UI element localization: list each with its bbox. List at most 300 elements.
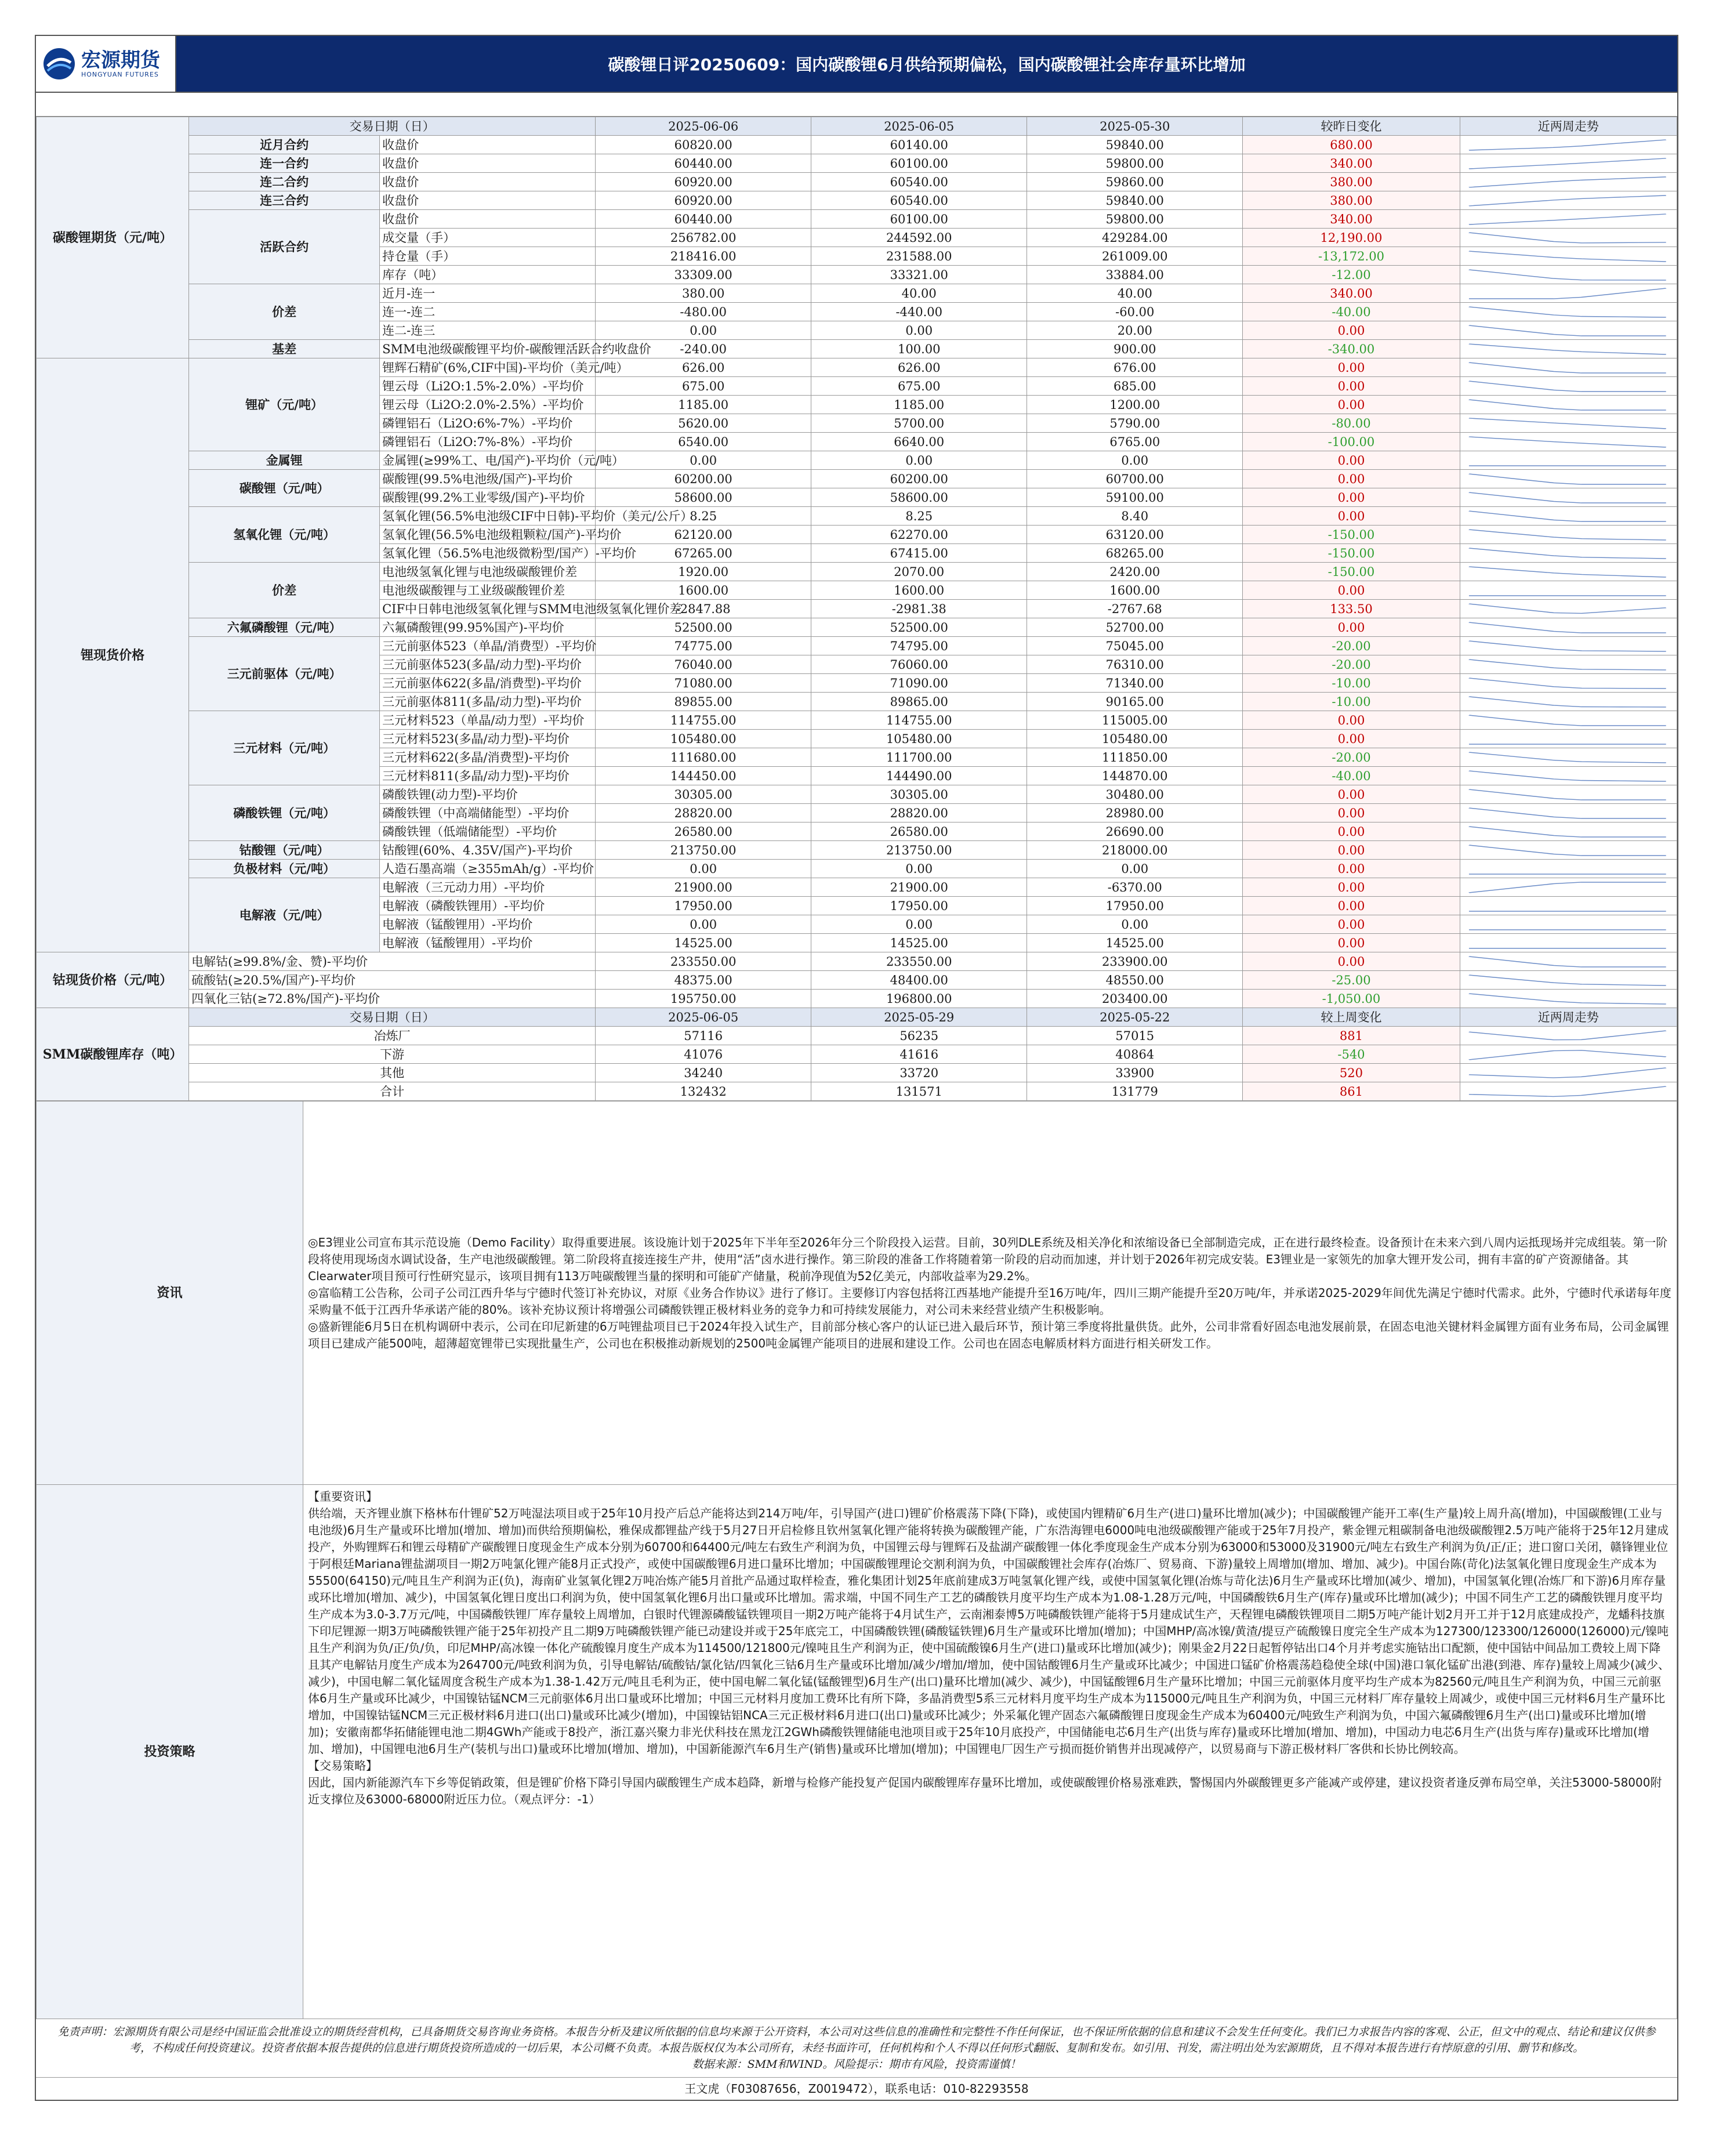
value-cell: 26580.00 bbox=[811, 822, 1027, 841]
trend-sparkline bbox=[1460, 990, 1677, 1008]
table-row bbox=[37, 563, 1677, 581]
value-cell: 26690.00 bbox=[1027, 822, 1243, 841]
group-label: 钴酸锂（元/吨） bbox=[189, 841, 380, 860]
sparkline-path bbox=[1469, 752, 1666, 763]
value-cell: -2767.68 bbox=[1027, 600, 1243, 618]
value-cell: 111850.00 bbox=[1027, 748, 1243, 767]
item-name: 三元材料523（单晶/动力型）-平均价 bbox=[380, 711, 596, 730]
trend-sparkline bbox=[1460, 303, 1677, 321]
trend-sparkline bbox=[1460, 136, 1677, 154]
value-cell: 56235 bbox=[811, 1027, 1027, 1045]
group-label: 基差 bbox=[189, 340, 380, 358]
value-cell: -480.00 bbox=[596, 303, 811, 321]
item-name: 氢氧化锂(56.5%电池级CIF中日韩)-平均价（美元/公斤） bbox=[380, 507, 596, 526]
group-label: 锂矿（元/吨） bbox=[189, 358, 380, 451]
value-cell: 57116 bbox=[596, 1027, 811, 1045]
value-cell: 14525.00 bbox=[1027, 934, 1243, 952]
value-cell: 71090.00 bbox=[811, 674, 1027, 693]
value-cell: 132432 bbox=[596, 1082, 811, 1101]
value-cell: 30305.00 bbox=[596, 785, 811, 804]
value-cell: 33720 bbox=[811, 1064, 1027, 1082]
contact-line: 王文虎（F03087656，Z0019472），联系电话：010-82293558 bbox=[36, 2077, 1677, 2100]
info-label: 资讯 bbox=[37, 1101, 303, 1485]
sparkline-path bbox=[1469, 567, 1666, 577]
value-cell: 75045.00 bbox=[1027, 637, 1243, 655]
trend-cell bbox=[1460, 767, 1677, 785]
value-cell: 1920.00 bbox=[596, 563, 811, 581]
sparkline-path bbox=[1469, 530, 1666, 540]
column-header: 2025-05-22 bbox=[1027, 1008, 1243, 1027]
trend-sparkline bbox=[1460, 266, 1677, 284]
item-name: 电池级氢氧化锂与电池级碳酸锂价差 bbox=[380, 563, 596, 581]
trend-sparkline bbox=[1460, 675, 1677, 692]
item-name: 电解液（三元动力用）-平均价 bbox=[380, 878, 596, 897]
change-cell: 0.00 bbox=[1243, 618, 1460, 637]
trend-sparkline bbox=[1460, 1083, 1677, 1100]
value-cell: 28820.00 bbox=[596, 804, 811, 822]
item-name: 电解液（锰酸锂用）-平均价 bbox=[380, 915, 596, 934]
trend-sparkline bbox=[1460, 749, 1677, 766]
trend-sparkline bbox=[1460, 712, 1677, 729]
sparkline-path bbox=[1469, 660, 1666, 670]
value-cell: 52500.00 bbox=[596, 618, 811, 637]
change-cell: -12.00 bbox=[1243, 266, 1460, 284]
value-cell: 233550.00 bbox=[811, 952, 1027, 971]
trend-sparkline bbox=[1460, 545, 1677, 562]
sparkline-path bbox=[1469, 789, 1666, 800]
sparkline-path bbox=[1469, 140, 1666, 150]
trend-cell bbox=[1460, 321, 1677, 340]
trend-cell bbox=[1460, 451, 1677, 470]
trend-sparkline bbox=[1460, 415, 1677, 432]
value-cell: 0.00 bbox=[1027, 915, 1243, 934]
table-row bbox=[37, 637, 1677, 655]
value-cell: 115005.00 bbox=[1027, 711, 1243, 730]
value-cell: 6640.00 bbox=[811, 433, 1027, 451]
disclaimer-block bbox=[36, 2019, 1677, 2077]
trend-sparkline bbox=[1460, 452, 1677, 469]
value-cell: 48550.00 bbox=[1027, 971, 1243, 990]
item-name: CIF中日韩电池级氢氧化锂与SMM电池级氢氧化锂价差 bbox=[380, 600, 596, 618]
strategy-news-body: 供给端，天齐锂业旗下格林布什锂矿52万吨湿法项目或于25年10月投产后总产能将达到214万吨/年，引导国产(进口)锂矿价格震荡下降(下降)，或使国内锂精矿6月生产(进口)量环比增加(减少)；中国碳酸锂产能开工率(生产量)较上周升高(增加)，中国碳酸锂(工业与电池级)6月生产量或环比增加(增加、增加)而供给预期偏松，雅保成都锂盐产线于5月27日开启检修且钦州氢氧化锂产能将转换为碳酸锂产能，广东浩海锂电6000吨电池级碳酸锂产能或于25年7月投产，紫金锂元粗碳制备电池级碳酸锂2.5万吨产能将于25年12月建成投产，外购锂辉石和锂云母精矿产碳酸锂日度现金生产成本分别为60700和64400元/吨左右致生产利润为负，中国锂云母与锂辉石及盐湖产碳酸锂一体化季度现金生产成本分别为63000和53000及31900元/吨左右致生产利润为负/正/正；进口窗口关闭，赣锋锂业位于阿根廷Mariana锂盐湖项目一期2万吨氯化锂产能8月正式投产，或使中国碳酸锂6月进口量环比增加；中国碳酸锂理论交割利润为负，中国碳酸锂社会库存(冶炼厂、贸易商、下游)量较上周增加(增加、增加、减少)。中国台陈(苛化)法氢氧化锂日度现金生产成本为55500(64150)元/吨且生产利润为正(负)，海南矿业氢氧化锂2万吨冶炼产能5月首批产品通过取样检查，雅化集团计划25年底前建成3万吨氢氧化锂产线，或使中国氢氧化锂(冶炼与苛化法)6月生产量或环比增加(减少、增加)，中国氢氧化锂(冶炼厂和下游)6月库存量或环比增加(增加、减少)，中国氢氧化锂日度出口利润为负，使中国氢氧化锂6月出口量或环比增加。需求端，中国不同生产工艺的磷酸铁月度平均生产成本为1.08-1.28万元/吨，中国磷酸铁6月生产(库存)量或环比增加(减少)；中国不同生产工艺的磷酸铁锂月度平均生产成本为3.0-3.7万元/吨，中国磷酸铁锂厂库存量较上周增加，白银时代锂源磷酸锰铁锂项目一期2万吨产能将于4月试生产，云南湘泰博5万吨磷酸铁锂产能将于5月建成试生产，天程锂电磷酸铁锂项目二期5万吨产能计划2月开工并于12月底建成投产，龙蟠科技旗下印尼锂源一期3万吨磷酸铁锂产能于25年初投产且二期9万吨磷酸铁锂产能已动建设并或于25年底完工，中国磷酸铁锂(磷酸锰铁锂)6月生产量或环比增加(增加)；中国MHP/高冰镍/黄渣/提豆产硫酸镍日度完全生产成本为127300/123300/126000(126000)元/镍吨且生产利润为负/正/负/负，印尼MHP/高冰镍一体化产硫酸镍月度生产成本为114500/121800元/镍吨且生产利润为正，使中国硫酸镍6月生产(进口)量或环比增加(减少)；刚果金2月22日起暂停钴出口4个月并考虑实施钴出口配额，使中国钴中间品加工费较上周下降且其产电解钴月度生产成本为264700元/吨致利润为负，引导电解钴/硫酸钴/氯化钴/四氧化三钴6月生产量或环比增加/减少/增加/增加，使中国钴酸锂6月生产量或环比减少；中国进口锰矿价格震荡趋稳使全球(中国)港口氧化锰矿出港(到港、库存)量较上周减少(减少、减少)，中国电解二氧化锰周度含税生产成本为1.38-1.42万元/吨且毛利为正，使中国电解二氧化锰(锰酸锂型)6月生产(出口)量环比增加(减少、减少)，中国锰酸锂6月生产量环比增加；中国三元前驱体月度平均生产成本为82560元/吨且生产利润为负，中国三元前驱体6月生产量或环比减少，中国镍钴锰NCM三元前驱体6月出口量或环比增加；中国三元材料月度加工费环比有所下降，多晶消费型5系三元材料月度平均生产成本为115000元/吨且生产利润为负，中国三元材料厂库存量较上周减少，或使中国三元材料6月生产量环比增加，中国镍钴锰NCM三元正极材料6月进口(出口)量或环比减少(增加)，中国镍钴铝NCA三元正极材料6月进口(出口)量或环比减少；外采氟化锂产固态六氟磷酸锂日度现金生产成本为60400元/吨致生产利润为负，中国六氟磷酸锂6月生产(出口)量或环比增加(增加)；安徽南都华拓储能锂电池二期4GWh产能或于8投产，浙江嘉兴聚力非光伏科技在黑龙江2GWh磷酸铁锂储能电池项目或于25年10月底投产，中国储能电芯6月生产(出货与库存)量或环比增加(增加、增加)，中国动力电芯6月生产(出货与库存)量或环比增加(增加、增加)，中国锂电池6月生产(装机与出口)量或环比增加(增加、增加)，中国新能源汽车6月生产(销售)量或环比增加(增加)；中国锂电厂因生产亏损而挺价销售并出现减停产，以贸易商与下游正极材料厂客供和长协比例较高。 bbox=[308, 1506, 1670, 1756]
value-cell: 231588.00 bbox=[811, 247, 1027, 266]
value-cell: 244592.00 bbox=[811, 229, 1027, 247]
group-label: 磷酸铁锂（元/吨） bbox=[189, 785, 380, 841]
value-cell: 60540.00 bbox=[811, 173, 1027, 191]
category-label: 钴现货价格（元/吨） bbox=[37, 952, 189, 1008]
value-cell: 105480.00 bbox=[811, 730, 1027, 748]
value-cell: 1600.00 bbox=[596, 581, 811, 600]
value-cell: 67415.00 bbox=[811, 544, 1027, 563]
trend-sparkline bbox=[1460, 229, 1677, 247]
company-logo bbox=[36, 36, 176, 92]
value-cell: 62270.00 bbox=[811, 526, 1027, 544]
table-row bbox=[37, 1045, 1677, 1064]
value-cell: 60920.00 bbox=[596, 173, 811, 191]
trend-cell bbox=[1460, 1082, 1677, 1101]
value-cell: 60100.00 bbox=[811, 210, 1027, 229]
value-cell: 0.00 bbox=[811, 915, 1027, 934]
group-label: 氢氧化锂（元/吨） bbox=[189, 507, 380, 563]
value-cell: 14525.00 bbox=[811, 934, 1027, 952]
value-cell: 59860.00 bbox=[1027, 173, 1243, 191]
change-cell: 0.00 bbox=[1243, 321, 1460, 340]
value-cell: 131779 bbox=[1027, 1082, 1243, 1101]
item-name: 收盘价 bbox=[380, 173, 596, 191]
trend-cell bbox=[1460, 340, 1677, 358]
group-label: 三元前驱体（元/吨） bbox=[189, 637, 380, 711]
value-cell: 111680.00 bbox=[596, 748, 811, 767]
value-cell: 40.00 bbox=[1027, 284, 1243, 303]
value-cell: 675.00 bbox=[596, 377, 811, 396]
trend-sparkline bbox=[1460, 526, 1677, 543]
change-cell: 881 bbox=[1243, 1027, 1460, 1045]
value-cell: 203400.00 bbox=[1027, 990, 1243, 1008]
value-cell: -2847.88 bbox=[596, 600, 811, 618]
trend-cell bbox=[1460, 971, 1677, 990]
item-name: SMM电池级碳酸锂平均价-碳酸锂活跃合约收盘价 bbox=[380, 340, 596, 358]
trend-cell bbox=[1460, 303, 1677, 321]
strategy-heading-news: 【重要资讯】 bbox=[308, 1490, 378, 1503]
value-cell: 218000.00 bbox=[1027, 841, 1243, 860]
change-cell: 0.00 bbox=[1243, 878, 1460, 897]
change-cell: 133.50 bbox=[1243, 600, 1460, 618]
value-cell: 33309.00 bbox=[596, 266, 811, 284]
info-paragraph: ◎E3锂业公司宣布其示范设施（Demo Facility）取得重要进展。该设施计划于2025年下半年至2026年分三个阶段投入运营。目前，30列DLE系统及相关净化和浓缩设备已全部制造完成，正在进行最终检查。设备预计在未来六到八周内运抵现场并完成组装。第一阶段将使用现场卤水调试设备，生产电池级碳酸锂。第二阶段将直接连接生产井，使用“活”卤水进行操作。第三阶段的准备工作将随着第一阶段的启动而加速，并计划于2026年初完成安装。E3锂业是一家领先的加拿大锂开发公司，拥有丰富的矿产资源储备。其Clearwater项目预可行性研究显示，该项目拥有113万吨碳酸锂当量的探明和可能矿产储量，税前净现值为52亿美元，内部收益率为29.2%。 bbox=[308, 1235, 1668, 1283]
trend-sparkline bbox=[1460, 823, 1677, 840]
item-name: 三元材料622(多晶/消费型)-平均价 bbox=[380, 748, 596, 767]
item-name: 金属锂(≥99%工、电/国产)-平均价（元/吨） bbox=[380, 451, 596, 470]
table-row bbox=[37, 191, 1677, 210]
trend-sparkline bbox=[1460, 508, 1677, 525]
change-cell: -10.00 bbox=[1243, 693, 1460, 711]
trend-cell bbox=[1460, 934, 1677, 952]
item-name: 连二-连三 bbox=[380, 321, 596, 340]
sparkline-path bbox=[1469, 158, 1666, 169]
item-name: 收盘价 bbox=[380, 136, 596, 154]
table-row bbox=[37, 451, 1677, 470]
value-cell: 1200.00 bbox=[1027, 396, 1243, 414]
item-name: 磷酸铁锂（低端储能型）-平均价 bbox=[380, 822, 596, 841]
value-cell: 0.00 bbox=[596, 860, 811, 878]
change-cell: 0.00 bbox=[1243, 841, 1460, 860]
sparkline-path bbox=[1469, 956, 1666, 967]
trend-cell bbox=[1460, 878, 1677, 897]
sparkline-path bbox=[1469, 511, 1666, 521]
change-cell: -20.00 bbox=[1243, 748, 1460, 767]
trend-cell bbox=[1460, 488, 1677, 507]
value-cell: 71080.00 bbox=[596, 674, 811, 693]
item-name: 磷锂铝石（Li2O:6%-7%）-平均价 bbox=[380, 414, 596, 433]
value-cell: 900.00 bbox=[1027, 340, 1243, 358]
value-cell: -440.00 bbox=[811, 303, 1027, 321]
value-cell: 1185.00 bbox=[596, 396, 811, 414]
value-cell: 675.00 bbox=[811, 377, 1027, 396]
trend-sparkline bbox=[1460, 433, 1677, 451]
trend-sparkline bbox=[1460, 730, 1677, 748]
item-name: 库存（吨） bbox=[380, 266, 596, 284]
value-cell: 28820.00 bbox=[811, 804, 1027, 822]
item-name: 三元前驱体523（单晶/消费型）-平均价 bbox=[380, 637, 596, 655]
trend-sparkline bbox=[1460, 582, 1677, 599]
item-name: 冶炼厂 bbox=[189, 1027, 596, 1045]
change-cell: 0.00 bbox=[1243, 804, 1460, 822]
disclaimer-text: 免责声明：宏源期货有限公司是经中国证监会批准设立的期货经营机构，已具备期货交易咨询业务资格。本报告分析及建议所依据的信息均来源于公开资料，本公司对这些信息的准确性和完整性不作任何保证，也不保证所依据的信息和建议不会发生任何变化。我们已力求报告内容的客观、公正，但文中的观点、结论和建议仅供参考，不构成任何投资建议。投资者依据本报告提供的信息进行期货投资所造成的一切后果，本公司概不负责。本报告版权仅为本公司所有，未经书面许可，任何机构和个人不得以任何形式翻版、复制和发布。如引用、刊发，需注明出处为宏源期货，且不得对本报告进行有悖原意的引用、删节和修改。 bbox=[57, 2025, 1656, 2054]
sparkline-path bbox=[1469, 771, 1666, 781]
value-cell: 144450.00 bbox=[596, 767, 811, 785]
sparkline-path bbox=[1469, 214, 1666, 224]
value-cell: 213750.00 bbox=[811, 841, 1027, 860]
value-cell: 34240 bbox=[596, 1064, 811, 1082]
item-name: 持仓量（手） bbox=[380, 247, 596, 266]
trend-cell bbox=[1460, 748, 1677, 767]
item-name: 收盘价 bbox=[380, 210, 596, 229]
value-cell: 380.00 bbox=[596, 284, 811, 303]
group-label: 价差 bbox=[189, 563, 380, 618]
trend-cell bbox=[1460, 637, 1677, 655]
change-cell: 0.00 bbox=[1243, 952, 1460, 971]
trend-cell bbox=[1460, 526, 1677, 544]
column-header: 2025-06-06 bbox=[596, 117, 811, 136]
trend-sparkline bbox=[1460, 340, 1677, 358]
item-name: 三元前驱体622(多晶/消费型)-平均价 bbox=[380, 674, 596, 693]
info-section bbox=[36, 1101, 1677, 2019]
value-cell: 196800.00 bbox=[811, 990, 1027, 1008]
value-cell: 60440.00 bbox=[596, 154, 811, 173]
trend-sparkline bbox=[1460, 155, 1677, 172]
trend-sparkline bbox=[1460, 860, 1677, 878]
value-cell: 114755.00 bbox=[596, 711, 811, 730]
trend-cell bbox=[1460, 990, 1677, 1008]
trend-sparkline bbox=[1460, 322, 1677, 339]
value-cell: 76060.00 bbox=[811, 655, 1027, 674]
trend-sparkline bbox=[1460, 563, 1677, 581]
trend-sparkline bbox=[1460, 192, 1677, 209]
change-cell: 12,190.00 bbox=[1243, 229, 1460, 247]
group-label: 连三合约 bbox=[189, 191, 380, 210]
value-cell: 60200.00 bbox=[596, 470, 811, 488]
table-row bbox=[37, 785, 1677, 804]
trend-cell bbox=[1460, 785, 1677, 804]
value-cell: 21900.00 bbox=[596, 878, 811, 897]
strategy-content bbox=[303, 1485, 1677, 2019]
item-name: 收盘价 bbox=[380, 191, 596, 210]
value-cell: 195750.00 bbox=[596, 990, 811, 1008]
table-row bbox=[37, 284, 1677, 303]
change-cell: 0.00 bbox=[1243, 451, 1460, 470]
sparkline-path bbox=[1469, 641, 1666, 651]
sparkline-path bbox=[1469, 548, 1666, 559]
change-cell: -1,050.00 bbox=[1243, 990, 1460, 1008]
change-cell: -25.00 bbox=[1243, 971, 1460, 990]
column-header: 2025-05-29 bbox=[811, 1008, 1027, 1027]
item-name: 磷酸铁锂（中高端储能型）-平均价 bbox=[380, 804, 596, 822]
value-cell: 67265.00 bbox=[596, 544, 811, 563]
trend-sparkline bbox=[1460, 879, 1677, 896]
trend-cell bbox=[1460, 544, 1677, 563]
logo-en-text: HONGYUAN FUTURES bbox=[81, 70, 159, 78]
value-cell: 5620.00 bbox=[596, 414, 811, 433]
sparkline-path bbox=[1469, 177, 1666, 187]
trend-sparkline bbox=[1460, 693, 1677, 711]
trend-sparkline bbox=[1460, 211, 1677, 228]
trend-cell bbox=[1460, 563, 1677, 581]
trend-sparkline bbox=[1460, 972, 1677, 989]
change-cell: 0.00 bbox=[1243, 470, 1460, 488]
info-paragraph: ◎盛新锂能6月5日在机构调研中表示，公司在印尼新建的6万吨锂盐项目已于2024年投入试生产，目前部分核心客户的认证已进入最后环节，预计第三季度将批量供货。此外，公司非常看好固态电池发展前景，在固态电池关键材料金属锂方面有业务布局，公司金属锂项目已建成产能500吨，超薄超宽锂带已实现批量生产，公司也在积极推动新规划的2500吨金属锂产能项目的进展和建设工作。公司也在固态电解质材料方面进行相关研发工作。 bbox=[308, 1319, 1669, 1350]
item-name: 锂云母（Li2O:1.5%-2.0%）-平均价 bbox=[380, 377, 596, 396]
change-cell: 0.00 bbox=[1243, 730, 1460, 748]
table-row bbox=[37, 860, 1677, 878]
value-cell: 1600.00 bbox=[1027, 581, 1243, 600]
value-cell: -2981.38 bbox=[811, 600, 1027, 618]
item-name: 电解钴(≥99.8%/金、赞)-平均价 bbox=[189, 952, 596, 971]
category-label: SMM碳酸锂库存（吨） bbox=[37, 1008, 189, 1101]
value-cell: 63120.00 bbox=[1027, 526, 1243, 544]
item-name: 其他 bbox=[189, 1064, 596, 1082]
value-cell: 60440.00 bbox=[596, 210, 811, 229]
value-cell: -240.00 bbox=[596, 340, 811, 358]
value-cell: 60540.00 bbox=[811, 191, 1027, 210]
value-cell: 8.40 bbox=[1027, 507, 1243, 526]
sparkline-path bbox=[1469, 381, 1666, 392]
change-cell: 0.00 bbox=[1243, 396, 1460, 414]
value-cell: 1600.00 bbox=[811, 581, 1027, 600]
trend-cell bbox=[1460, 229, 1677, 247]
trend-cell bbox=[1460, 173, 1677, 191]
trend-sparkline bbox=[1460, 619, 1677, 636]
group-label: 近月合约 bbox=[189, 136, 380, 154]
header-row bbox=[37, 1008, 1677, 1027]
trend-cell bbox=[1460, 210, 1677, 229]
trend-cell bbox=[1460, 952, 1677, 971]
trend-cell bbox=[1460, 618, 1677, 637]
value-cell: 33900 bbox=[1027, 1064, 1243, 1082]
trend-cell bbox=[1460, 674, 1677, 693]
trend-cell bbox=[1460, 860, 1677, 878]
trend-sparkline bbox=[1460, 767, 1677, 785]
value-cell: 261009.00 bbox=[1027, 247, 1243, 266]
trend-sparkline bbox=[1460, 173, 1677, 191]
group-label: 六氟磷酸锂（元/吨） bbox=[189, 618, 380, 637]
value-cell: 48375.00 bbox=[596, 971, 811, 990]
value-cell: 60920.00 bbox=[596, 191, 811, 210]
value-cell: 52500.00 bbox=[811, 618, 1027, 637]
change-cell: 680.00 bbox=[1243, 136, 1460, 154]
change-cell: -40.00 bbox=[1243, 303, 1460, 321]
value-cell: 33884.00 bbox=[1027, 266, 1243, 284]
trend-cell bbox=[1460, 1064, 1677, 1082]
trend-sparkline bbox=[1460, 805, 1677, 822]
sparkline-path bbox=[1469, 845, 1666, 856]
value-cell: 62120.00 bbox=[596, 526, 811, 544]
value-cell: 6765.00 bbox=[1027, 433, 1243, 451]
trend-sparkline bbox=[1460, 916, 1677, 933]
value-cell: 8.25 bbox=[811, 507, 1027, 526]
trend-cell bbox=[1460, 822, 1677, 841]
sparkline-path bbox=[1469, 251, 1666, 262]
table-row bbox=[37, 173, 1677, 191]
value-cell: 144870.00 bbox=[1027, 767, 1243, 785]
column-header: 较昨日变化 bbox=[1243, 117, 1460, 136]
change-cell: 0.00 bbox=[1243, 358, 1460, 377]
item-name: 碳酸锂(99.5%电池级/国产)-平均价 bbox=[380, 470, 596, 488]
value-cell: 0.00 bbox=[811, 451, 1027, 470]
item-name: 三元材料811(多晶/动力型)-平均价 bbox=[380, 767, 596, 785]
trend-cell bbox=[1460, 191, 1677, 210]
item-name: 成交量（手） bbox=[380, 229, 596, 247]
trend-sparkline bbox=[1460, 656, 1677, 673]
report-header bbox=[36, 36, 1677, 93]
column-header: 交易日期（日） bbox=[189, 117, 596, 136]
table-row bbox=[37, 358, 1677, 377]
table-row bbox=[37, 1064, 1677, 1082]
item-name: 碳酸锂(99.2%工业零级/国产)-平均价 bbox=[380, 488, 596, 507]
trend-cell bbox=[1460, 358, 1677, 377]
item-name: 三元材料523(多晶/动力型)-平均价 bbox=[380, 730, 596, 748]
value-cell: 233550.00 bbox=[596, 952, 811, 971]
value-cell: 5790.00 bbox=[1027, 414, 1243, 433]
trend-sparkline bbox=[1460, 359, 1677, 376]
value-cell: 218416.00 bbox=[596, 247, 811, 266]
group-label: 价差 bbox=[189, 284, 380, 340]
value-cell: 17950.00 bbox=[1027, 897, 1243, 915]
value-cell: 59100.00 bbox=[1027, 488, 1243, 507]
trend-cell bbox=[1460, 1027, 1677, 1045]
trend-sparkline bbox=[1460, 897, 1677, 915]
sparkline-path bbox=[1469, 400, 1666, 410]
value-cell: 100.00 bbox=[811, 340, 1027, 358]
trend-cell bbox=[1460, 730, 1677, 748]
value-cell: 105480.00 bbox=[1027, 730, 1243, 748]
change-cell: 340.00 bbox=[1243, 284, 1460, 303]
sparkline-path bbox=[1469, 1068, 1666, 1078]
table-row bbox=[37, 952, 1677, 971]
value-cell: 105480.00 bbox=[596, 730, 811, 748]
trend-cell bbox=[1460, 266, 1677, 284]
change-cell: 861 bbox=[1243, 1082, 1460, 1101]
trend-cell bbox=[1460, 655, 1677, 674]
sparkline-path bbox=[1469, 233, 1666, 243]
value-cell: 30305.00 bbox=[811, 785, 1027, 804]
change-cell: 0.00 bbox=[1243, 785, 1460, 804]
value-cell: 2070.00 bbox=[811, 563, 1027, 581]
change-cell: 380.00 bbox=[1243, 191, 1460, 210]
column-header: 交易日期（日） bbox=[189, 1008, 596, 1027]
value-cell: 6540.00 bbox=[596, 433, 811, 451]
trend-cell bbox=[1460, 284, 1677, 303]
item-name: 钴酸锂(60%、4.35V/国产)-平均价 bbox=[380, 841, 596, 860]
change-cell: -40.00 bbox=[1243, 767, 1460, 785]
change-cell: 340.00 bbox=[1243, 210, 1460, 229]
value-cell: 60700.00 bbox=[1027, 470, 1243, 488]
trend-sparkline bbox=[1460, 786, 1677, 803]
trend-cell bbox=[1460, 470, 1677, 488]
value-cell: 76310.00 bbox=[1027, 655, 1243, 674]
item-name: 三元前驱体811(多晶/动力型)-平均价 bbox=[380, 693, 596, 711]
hongyuan-logo-icon bbox=[42, 46, 77, 81]
change-cell: 0.00 bbox=[1243, 507, 1460, 526]
value-cell: 74795.00 bbox=[811, 637, 1027, 655]
item-name: 磷酸铁锂(动力型)-平均价 bbox=[380, 785, 596, 804]
trend-sparkline bbox=[1460, 248, 1677, 265]
value-cell: 60820.00 bbox=[596, 136, 811, 154]
change-cell: 0.00 bbox=[1243, 860, 1460, 878]
table-row bbox=[37, 971, 1677, 990]
value-cell: 28980.00 bbox=[1027, 804, 1243, 822]
change-cell: 340.00 bbox=[1243, 154, 1460, 173]
value-cell: 89865.00 bbox=[811, 693, 1027, 711]
